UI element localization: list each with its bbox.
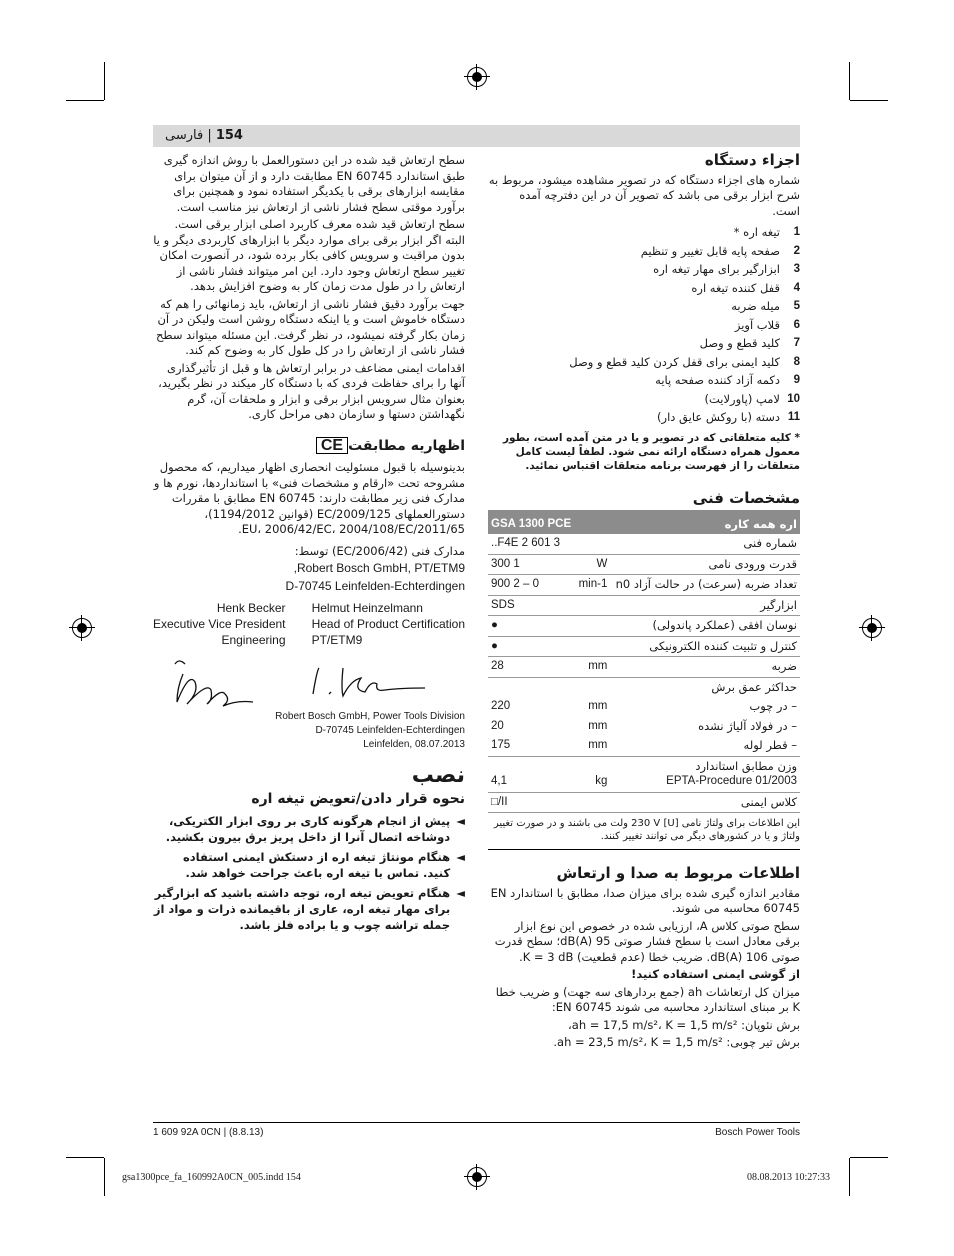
list-item: 10 لامپ (پاورلایت) — [704, 391, 800, 406]
triangle-bullet-icon: ◄ — [456, 850, 465, 864]
list-item: 4 قفل کننده تیغه اره — [691, 280, 800, 295]
warning-item: ◄ پیش از انجام هرگونه کاری بر روی ابزار الکتریکی، دوشاخه اتصال آنرا از داخل پریز برق بیرون بکشید. — [165, 814, 465, 844]
conformity-title: اظهاریه مطابقتCE — [153, 437, 465, 455]
list-item: 11 دسته (با روکش عایق دار) — [657, 410, 800, 424]
list-item: 9 دکمه آزاد کننده صفحه پایه — [655, 373, 800, 387]
table-row: – قطر لوله mm 175 — [488, 736, 800, 756]
address-line: D-70745 Leinfelden-Echterdingen — [285, 578, 465, 593]
table-row: اره همه کاره GSA 1300 PCE — [488, 510, 800, 534]
page-header — [153, 125, 800, 147]
components-intro: شماره های اجزاء دستگاه که در تصویر مشاهده میشود، مربوط به شرح ابزار برقی می باشد که تصویر آن در این دفترچه آمده است. — [488, 172, 800, 218]
specs-table — [488, 510, 800, 813]
list-item: 1 تیغه اره * — [733, 225, 800, 239]
crop-mark — [849, 62, 850, 100]
noise-p6: برش تیر چوبی: ah = 23,5 m/s²، K = 1,5 m/s². — [553, 1035, 800, 1049]
table-row: ابزارگیر SDS — [488, 595, 800, 616]
conformity-text: بدینوسیله با قبول مسئولیت انحصاری اظهار میداریم، که محصول مشروحه تحت «ارقام و مشخصات فنی» با استانداردها، نورم ها و مدارک فنی زیر مطابقت دارند: EN 60745 مطابق با مقررات دستورالعملهای 2009/125/EC (قوانین 1194/2012)، 2011/65/EU، 2006/42/EC، 2004/108/EC. — [153, 460, 465, 536]
specs-title: مشخصات فنی — [692, 488, 800, 507]
footer-rule — [153, 1122, 800, 1123]
crop-mark — [850, 100, 888, 101]
noise-p3: از گوشی ایمنی استفاده کنید! — [631, 967, 800, 981]
address-line: Robert Bosch GmbH, PT/ETM9, — [293, 561, 465, 575]
table-row: ضربه mm 28 — [488, 657, 800, 678]
table-row: تعداد ضربه (سرعت) در حالت آزاد n0 min-1 0 – 2 900 — [488, 575, 800, 596]
accessories-note: * کلیه متعلقاتی که در تصویر و یا در متن آمده است، بطور معمول همراه دستگاه ارائه نمی شود. لطفاً لیست کامل متعلقات را از فهرست برنامه متعلقات اقتباس نمائید. — [503, 431, 800, 472]
slug-file: gsa1300pce_fa_160992A0CN_005.indd 154 — [122, 1172, 301, 1183]
crop-mark — [104, 62, 105, 100]
list-item: 7 کلید قطع و وصل — [699, 336, 800, 350]
crop-mark — [849, 1158, 850, 1196]
list-item: 3 ابزارگیر برای مهار تیغه اره — [653, 262, 800, 276]
noise-p4: میزان کل ارتعاشات ah (جمع بردارهای سه جهت) و ضریب خطا K بر مبنای استاندارد محاسبه می شوند EN 60745: — [495, 984, 800, 1014]
registration-mark-icon — [72, 618, 92, 638]
left-column — [153, 153, 465, 937]
change-blade-title: نحوه قرار دادن/تعویض تیغه اره — [251, 790, 465, 807]
table-row: حداکثر عمق برش — [711, 679, 797, 694]
signatory-right: Helmut Heinzelmann Head of Product Certification PT/ETM9 — [311, 601, 465, 647]
table-row: – در چوب mm 220 — [491, 699, 797, 713]
warning-item: ◄ هنگام تعویض تیغه اره، توجه داشته باشید که ابزارگیر برای مهار تیغه اره، عاری از باقیمانده ذرات و مواد از جمله تراشه چوب و یا براده فلز باشد. — [153, 886, 465, 932]
table-row: وزن مطابق استاندارد EPTA-Procedure 01/2003 kg 4,1 — [488, 756, 800, 792]
footer-doc-id: 1 609 92A 0CN | (8.8.13) — [153, 1127, 264, 1138]
signatories — [153, 600, 465, 648]
registration-mark-icon — [467, 67, 487, 87]
warning-item: ◄ هنگام مونتاژ تیغه اره از دستکش ایمنی استفاده کنید. تماس با تیغه اره باعث جراحت خواهد شد. — [182, 850, 465, 880]
signature-image — [153, 654, 465, 710]
components-title: اجزاء دستگاه — [704, 151, 800, 169]
crop-mark — [66, 1157, 104, 1158]
table-row: قدرت ورودی نامی W 1 300 — [488, 554, 800, 575]
page-number: 154 — [215, 128, 243, 143]
list-item: 2 صفحه پایه قابل تغییر و تنظیم — [640, 243, 800, 258]
table-row: شماره فنی 3 601 F4E 2.. — [488, 534, 800, 554]
crop-mark — [850, 1157, 888, 1158]
table-row: کلاس ایمنی II/□ — [488, 792, 800, 813]
table-row: کنترل و تثبیت کننده الکترونیکی ● — [488, 636, 800, 657]
list-item: 6 قلاب آویز — [734, 317, 800, 332]
specs-footnote: این اطلاعات برای ولتاژ نامی [U] 230 V ولت می باشند و در صورت تغییر ولتاژ و یا در کشورهای دیگر می توانند تغییر کنند. — [488, 817, 800, 850]
triangle-bullet-icon: ◄ — [456, 814, 465, 828]
noise-p1: مقادیر اندازه گیری شده برای میزان صدا، مطابق با استاندارد EN 60745 محاسبه می شوند. — [490, 885, 800, 915]
tech-docs: مدارک فنی (2006/42/EC) توسط: — [294, 543, 465, 558]
table-row: – در فولاد آلیاژ نشده mm 20 — [491, 718, 797, 733]
page-header-text: 154 | فارسی — [165, 128, 243, 143]
slug-date: 08.08.2013 10:27:33 — [746, 1172, 830, 1183]
crop-mark — [66, 100, 104, 101]
footer-brand: Bosch Power Tools — [715, 1127, 800, 1138]
table-row: نوسان افقی (عملکرد پاندولی) ● — [488, 616, 800, 637]
list-item: 8 کلید ایمنی برای قفل کردن کلید قطع و وصل — [569, 354, 800, 369]
vibration-p3: جهت برآورد دقیق فشار ناشی از ارتعاش، باید زمانهائی را هم که دستگاه خاموش است و یا اینکه دستگاه روشن است ولیکن در آن زمان بکار گرفته نمیشود، در نظر گرفت. این مسئله میتواند سطح فشار ناشی از ارتعاش را در کل طول کار به وضوح کم کند. — [155, 296, 465, 357]
signatory-left: Henk Becker Executive Vice President Engineering — [153, 601, 286, 647]
noise-title: اطلاعات مربوط به صدا و ارتعاش — [556, 864, 800, 882]
list-item: 5 میله ضربه — [731, 299, 800, 313]
place-date: Robert Bosch GmbH, Power Tools Division D-70745 Leinfelden-Echterdingen Leinfelden, 08.07.2013 — [275, 711, 465, 750]
ce-mark-icon: CE — [316, 437, 348, 455]
language-label: فارسی — [165, 128, 204, 143]
crop-mark — [104, 1158, 105, 1196]
vibration-p1: سطح ارتعاش قید شده در این دستورالعمل با روش اندازه گیری طبق استاندارد EN 60745 مطابقت دارد و از آن میتوان برای مقایسه ابزارهای برقی با یکدیگر استفاده نمود و همچنین برای برآورد موقتی سطح فشار ناشی از ارتعاش نیز مناسب است. — [163, 153, 465, 214]
install-title: نصب — [411, 763, 465, 788]
noise-p2: سطح صوتی کلاس A، ارزیابی شده در خصوص این نوع ابزار برقی معادل است با سطح فشار صوتی 95 dB(A)؛ سطح قدرت صوتی 106 dB(A). ضریب خطا (عدم قطعیت) K = 3 dB. — [494, 918, 800, 964]
triangle-bullet-icon: ◄ — [456, 886, 465, 900]
registration-mark-icon — [467, 1167, 487, 1187]
noise-p5: برش نئوپان: ah = 17,5 m/s²، K = 1,5 m/s²، — [568, 1017, 800, 1032]
components-list — [488, 223, 800, 427]
right-column — [488, 153, 800, 1053]
vibration-p4: اقدامات ایمنی مضاعف در برابر ارتعاش ها و قبل از تأثیرگذاری آنها را برای حفاظت فردی که با دستگاه کار میکند در نظر بگیرید، بعنوان مثال سرویس ابزار برقی و ابزار و ملحقات آن، گرم نگهداشتن دستها و سازمان دهی مراحل کاری. — [158, 360, 465, 421]
vibration-p2: سطح ارتعاش قید شده معرف کاربرد اصلی ابزار برقی است. البته اگر ابزار برقی برای موارد دیگر با ابزارهای کاربردی دیگر و یا بدون مراقبت و سرویس کافی بکار برده شود، در آنصورت امکان تغییر سطح ارتعاش وجود دارد. این امر میتواند فشار ناشی از ارتعاش را در طول مدت زمان کار به وضوح افزایش بدهد. — [153, 217, 465, 293]
registration-mark-icon — [862, 618, 882, 638]
